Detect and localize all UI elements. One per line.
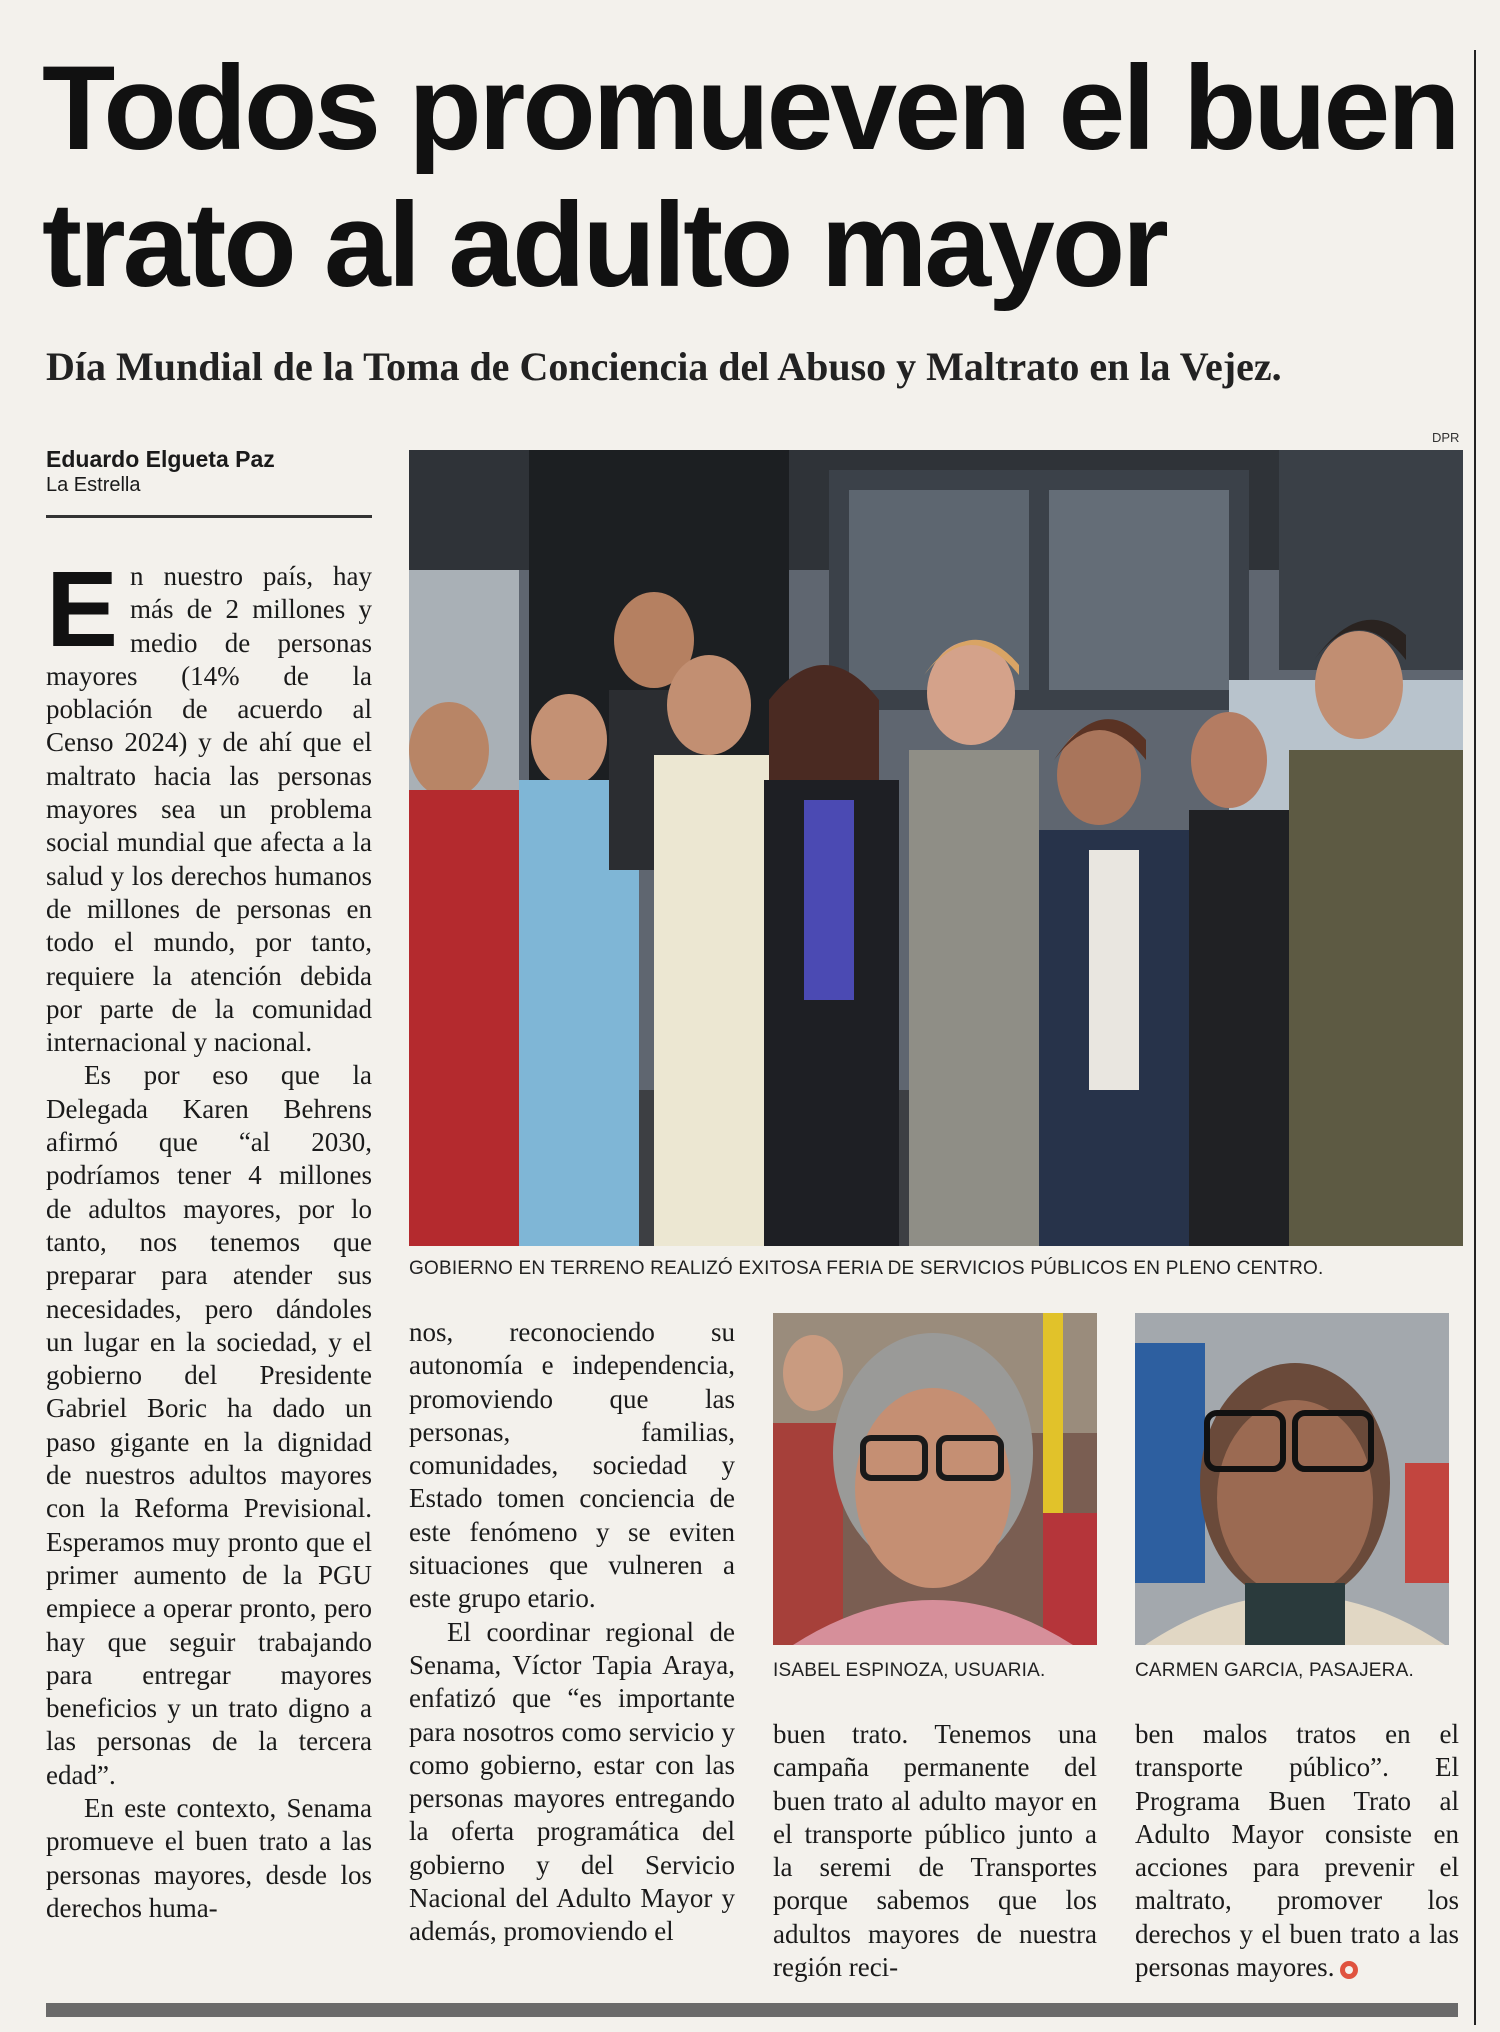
isabel-portrait-image <box>773 1313 1097 1645</box>
isabel-photo <box>773 1313 1097 1645</box>
article-paragraph-4: nos, reconociendo su autonomía e independencia, promoviendo que las personas, familias, comunidades, sociedad y Estado tomen conciencia de este fenómeno y se eviten situaciones que vulneren a este grupo etario. <box>409 1317 735 1614</box>
article-paragraph-3: En este contexto, Senama promueve el buen trato a las personas mayores, desde los derechos huma- <box>46 1792 372 1923</box>
article-paragraph-5: El coordinar regional de Senama, Víctor Tapia Araya, enfatizó que “es importante para nosotros como servicio y como gobierno, estar con las personas mayores entregando la oferta programática del gobierno y del Servicio Nacional del Adulto Mayor y además, promoviendo el <box>409 1616 735 1947</box>
page-edge-rule <box>1474 50 1476 2025</box>
byline-divider <box>46 515 372 518</box>
main-photo <box>409 450 1463 1246</box>
group-photo-image <box>409 450 1463 1246</box>
article-column-2 <box>409 1316 735 1996</box>
article-column-3 <box>773 1718 1097 1998</box>
headline: Todos promueven el buen trato al adulto mayor <box>42 41 1458 312</box>
subheadline: Día Mundial de la Toma de Conciencia del Abuso y Maltrato en la Vejez. <box>46 344 1282 389</box>
article-paragraph-7: ben malos tratos en el transporte público”. El Programa Buen Trato al Adulto Mayor consiste en acciones para prevenir el maltrato, promover los derechos y el buen trato a las personas mayores. <box>1135 1719 1459 1983</box>
article-paragraph-6: buen trato. Tenemos una campaña permanente del buen trato al adulto mayor en el transporte público junto a la seremi de Transportes porque sabemos que los adultos mayores de nuestra región reci- <box>773 1719 1097 1983</box>
byline-publication: La Estrella <box>46 474 141 496</box>
main-photo-caption: GOBIERNO EN TERRENO REALIZÓ EXITOSA FERIA DE SERVICIOS PÚBLICOS EN PLENO CENTRO. <box>409 1258 1324 1279</box>
article-column-1 <box>46 548 372 2000</box>
carmen-photo <box>1135 1313 1449 1645</box>
carmen-caption: CARMEN GARCIA, PASAJERA. <box>1135 1660 1414 1681</box>
byline-author: Eduardo Elgueta Paz <box>46 446 275 472</box>
article-paragraph-1: En nuestro país, hay más de 2 millones y medio de personas mayores (14% de la población de acuerdo al Censo 2024) y de ahí que el maltrato hacia las personas mayores sea un problema social mundial que afecta a la salud y los derechos humanos de millones de personas en todo el mundo, por tanto, requiere la atención debida por parte de la comunidad internacional y nacional. <box>46 548 372 1058</box>
bottom-rule <box>46 2003 1458 2017</box>
article-paragraph-2: Es por eso que la Delegada Karen Behrens afirmó que “al 2030, podríamos tener 4 millones de adultos mayores, por lo tanto, nos tenemos que preparar para atender sus necesidades, pero dándoles un lugar en la sociedad, y el gobierno del Presidente Gabriel Boric ha dado un paso gigante en la dignidad de nuestros adultos mayores con la Reforma Previsional. Esperamos muy pronto que el primer aumento de la PGU empiece a operar pronto, pero hay que seguir trabajando para entregar mayores beneficios y un trato digno a las personas de la tercera edad”. <box>46 1060 372 1790</box>
isabel-caption: ISABEL ESPINOZA, USUARIA. <box>773 1660 1046 1681</box>
carmen-portrait-image <box>1135 1313 1449 1645</box>
end-of-article-icon <box>1340 1961 1358 1979</box>
dropcap: E <box>46 548 119 669</box>
photo-credit: DPR <box>1432 430 1460 445</box>
article-column-4 <box>1135 1718 1459 1998</box>
